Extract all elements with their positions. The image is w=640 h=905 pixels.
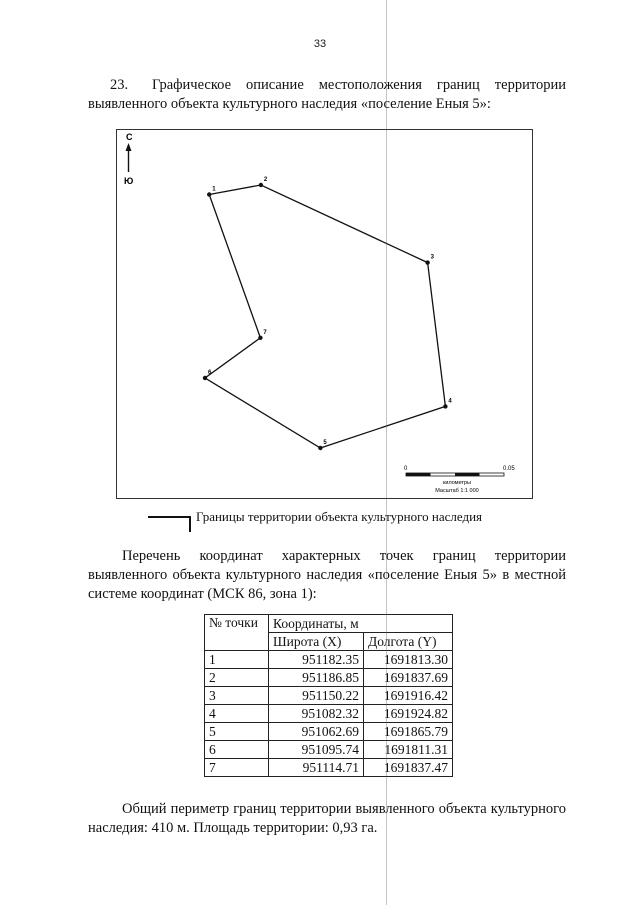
boundary-legend-line-icon — [148, 516, 190, 518]
boundary-point-label: 4 — [448, 398, 452, 405]
row-point: 6 — [205, 741, 269, 759]
coordinates-intro-text: Перечень координат характерных точек границ территории выявленного объекта культурного наследия «поселение Еныя 5» в местной системе координат (МСК 86, зона 1): — [88, 548, 566, 602]
scale-ratio-label: Масштаб 1:1 000 — [435, 488, 479, 494]
row-lon: 1691837.69 — [364, 669, 453, 687]
map-legend — [148, 507, 482, 527]
table-row — [205, 741, 453, 759]
boundary-point-label: 7 — [263, 329, 267, 336]
boundary-point-marker — [207, 192, 211, 196]
scan-artifact-line — [386, 0, 387, 905]
row-lat: 951095.74 — [269, 741, 364, 759]
scale-end-label: 0.05 — [503, 466, 515, 472]
row-lon: 1691865.79 — [364, 723, 453, 741]
table-row — [205, 723, 453, 741]
row-lat: 951062.69 — [269, 723, 364, 741]
north-label: С — [126, 132, 133, 142]
coordinates-intro — [88, 547, 566, 604]
boundary-point-marker — [425, 260, 429, 264]
header-lat: Широта (X) — [269, 633, 364, 651]
section-number: 23. — [110, 77, 129, 93]
summary-text: Общий периметр границ территории выявленного объекта культурного наследия: 410 м. Площадь территории: 0,93 га. — [88, 801, 566, 836]
row-point: 7 — [205, 759, 269, 777]
boundary-point-marker — [318, 446, 322, 450]
boundary-point-label: 3 — [430, 254, 434, 261]
scale-start-label: 0 — [404, 466, 408, 472]
row-point: 5 — [205, 723, 269, 741]
table-row — [205, 669, 453, 687]
table-row — [205, 705, 453, 723]
boundary-point-marker — [258, 336, 262, 340]
row-point: 3 — [205, 687, 269, 705]
scale-unit-label: километры — [443, 480, 471, 486]
row-lat: 951082.32 — [269, 705, 364, 723]
row-lat: 951182.35 — [269, 651, 364, 669]
section-heading-text: Графическое описание местоположения границ территории выявленного объекта культурного наследия «поселение Еныя 5»: — [88, 77, 566, 112]
row-lon: 1691813.30 — [364, 651, 453, 669]
boundary-point-label: 1 — [212, 186, 216, 193]
summary-paragraph — [88, 800, 566, 838]
row-lat: 951114.71 — [269, 759, 364, 777]
boundary-map — [116, 129, 533, 499]
boundary-point-label: 6 — [208, 370, 212, 376]
row-lon: 1691811.31 — [364, 741, 453, 759]
row-lon: 1691916.42 — [364, 687, 453, 705]
boundary-point-marker — [259, 183, 263, 187]
scale-bar — [404, 466, 515, 494]
table-row — [205, 651, 453, 669]
row-lat: 951150.22 — [269, 687, 364, 705]
table-row — [205, 687, 453, 705]
boundary-point-marker — [203, 376, 207, 380]
header-lon: Долгота (Y) — [364, 633, 453, 651]
boundary-point-label: 2 — [263, 177, 268, 183]
row-lon: 1691837.47 — [364, 759, 453, 777]
header-point: № точки — [205, 615, 269, 651]
section-heading — [88, 76, 566, 114]
boundary-point-label: 5 — [323, 440, 327, 446]
table-row — [205, 759, 453, 777]
boundary-layer — [203, 177, 453, 450]
north-arrow-icon — [124, 132, 133, 186]
header-coordinates: Координаты, м — [269, 615, 453, 633]
page-number: 33 — [313, 38, 327, 50]
territory-boundary-line — [205, 185, 445, 448]
row-lon: 1691924.82 — [364, 705, 453, 723]
boundary-point-marker — [443, 404, 447, 408]
boundary-map-drawing — [117, 130, 534, 500]
coordinates-table — [204, 614, 453, 777]
row-lat: 951186.85 — [269, 669, 364, 687]
legend-text: Границы территории объекта культурного наследия — [196, 509, 483, 524]
south-label: Ю — [124, 176, 134, 186]
row-point: 1 — [205, 651, 269, 669]
row-point: 4 — [205, 705, 269, 723]
row-point: 2 — [205, 669, 269, 687]
